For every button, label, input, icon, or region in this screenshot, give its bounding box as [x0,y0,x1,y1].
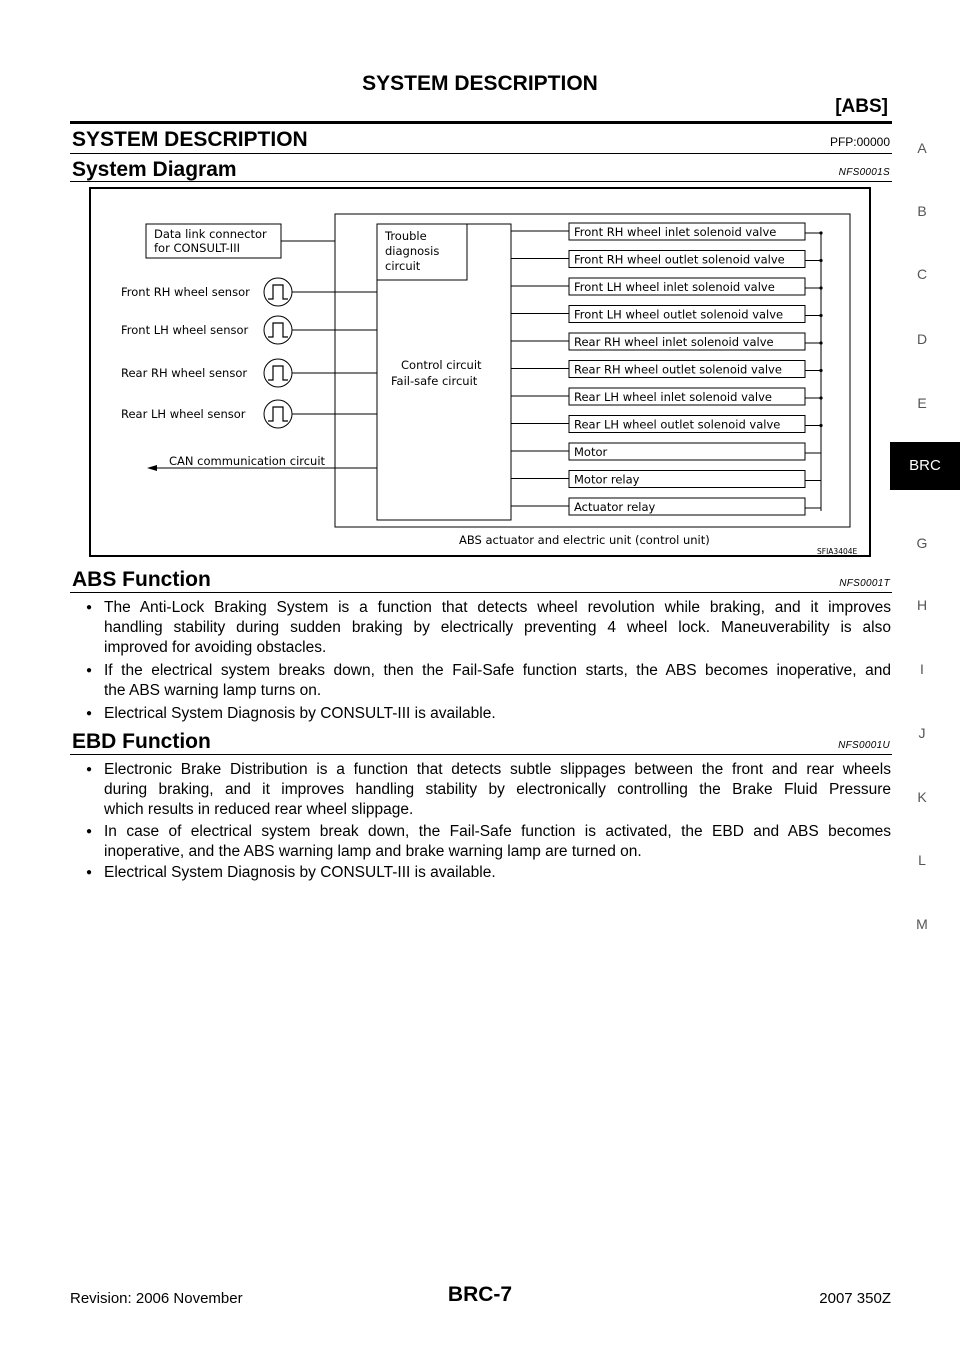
section-tab[interactable]: I [920,661,924,677]
can-circuit-arrow [147,465,157,471]
abs-bullet-3-marker: ● [86,708,93,719]
ebd-bullet-1 [104,760,891,820]
diagram-heading-rule [70,181,892,182]
system-diagram [89,187,871,557]
ebd-bullet-2-marker: ● [86,826,93,837]
wheel-sensor-pulse [268,407,288,421]
trouble-diagnosis-line1: Trouble [385,229,427,243]
output-bus-junction [819,369,822,372]
footer-revision: Revision: 2006 November [70,1290,243,1307]
ebd-bullet-1-line-3: which results in reduced rear wheel slippage. [104,801,414,818]
section-tab[interactable]: G [916,535,928,551]
output-bus-junction [819,424,822,427]
wheel-sensor-label: Rear RH wheel sensor [121,366,248,380]
abs-bullet-1-line-2: handling stability during sudden braking by electrically preventing 4 wheel lock. Maneuverability is also [104,619,891,636]
section-tab[interactable]: A [917,140,927,156]
ebd-bullet-3 [104,863,891,883]
abs-bullet-1 [104,598,891,658]
ebd-bullet-2-line-1: In case of electrical system break down, the Fail-Safe function is activated, the EBD and ABS becomes [104,823,891,840]
ebd-bullet-1-line-1: Electronic Brake Distribution is a function that detects subtle slippages between the front and rear wheels [104,761,891,778]
output-label: Rear RH wheel inlet solenoid valve [574,335,774,349]
wheel-sensor-pulse [268,285,288,299]
ebd-bullet-1-line-2: during braking, and it improves handling stability by electronically controlling the Brake Fluid Pressure [104,781,891,798]
section-tab[interactable]: H [916,597,928,613]
wheel-sensor-pulse [268,366,288,380]
output-label: Motor relay [574,472,640,487]
section-code: PFP:00000 [829,135,890,149]
section-index [892,140,960,940]
section-tab[interactable]: L [918,852,926,868]
page-header-title: SYSTEM DESCRIPTION [362,72,598,95]
output-label: Front LH wheel inlet solenoid valve [574,280,775,294]
output-label: Motor [574,445,608,459]
abs-bullet-3 [104,704,891,724]
abs-bullet-1-line-3: improved for avoiding obstacles. [104,639,327,656]
abs-bullet-3-line-1: Electrical System Diagnosis by CONSULT-III is available. [104,705,496,722]
header-rule [70,121,892,124]
output-label: Front RH wheel inlet solenoid valve [574,225,777,239]
section-tab[interactable]: M [916,916,928,932]
output-bus-junction [819,341,822,344]
abs-bullet-2-marker: ● [86,665,93,676]
output-bus-junction [819,286,822,289]
output-bus-junction [819,396,822,399]
wheel-sensor-icon [264,316,292,344]
control-circuit-line2: Fail-safe circuit [391,374,478,388]
data-link-connector-line1: Data link connector [154,227,267,241]
abs-heading-rule [70,592,892,593]
wheel-sensor-icon [264,400,292,428]
output-label: Actuator relay [574,500,656,514]
wheel-sensor-label: Rear LH wheel sensor [121,407,246,421]
wheel-sensor-icon [264,359,292,387]
footer-page-number: BRC-7 [447,1283,513,1306]
ebd-heading: EBD Function [72,730,211,753]
abs-bullet-1-line-1: The Anti-Lock Braking System is a function that detects wheel revolution while braking, and it improves [104,599,891,616]
output-bus-junction [819,259,822,262]
abs-code: NFS0001T [839,578,890,589]
ebd-bullet-3-line-1: Electrical System Diagnosis by CONSULT-III is available. [104,864,496,881]
section-rule [70,153,892,154]
trouble-diagnosis-line3: circuit [385,259,421,273]
section-tab[interactable]: E [917,395,927,411]
ebd-bullet-1-marker: ● [86,764,93,775]
ebd-bullet-2 [104,822,891,862]
wheel-sensor-pulse [268,323,288,337]
wheel-sensor-label: Front RH wheel sensor [121,285,250,299]
ebd-bullet-3-marker: ● [86,867,93,878]
section-tab[interactable]: J [918,725,926,741]
output-label: Rear LH wheel inlet solenoid valve [574,390,773,404]
abs-bullet-2-line-1: If the electrical system breaks down, then the Fail-Safe function starts, the ABS becomes inoperative, and [104,662,891,679]
diagram-code: NFS0001S [838,167,890,178]
output-label: Front RH wheel outlet solenoid valve [574,252,785,267]
outputs-group [511,223,823,515]
output-label: Rear RH wheel outlet solenoid valve [574,362,782,377]
footer-model: 2007 350Z [819,1290,891,1307]
figure-id: SFIA3404E [817,547,858,556]
output-bus-junction [819,231,822,234]
section-tab[interactable]: K [917,789,927,805]
section-tab-active[interactable]: BRC [890,442,960,490]
system-diagram-svg [91,189,873,559]
sensors-group [121,278,377,428]
trouble-diagnosis-line2: diagnosis [385,244,440,258]
can-circuit-label: CAN communication circuit [169,454,326,468]
abs-bullet-2 [104,661,891,701]
abs-bullet-1-marker: ● [86,602,93,613]
abs-heading: ABS Function [72,568,211,591]
abs-unit-label: ABS actuator and electric unit (control unit) [459,533,710,547]
section-tab[interactable]: D [916,331,928,347]
diagram-heading: System Diagram [72,158,237,181]
ebd-code: NFS0001U [838,740,890,751]
section-title: SYSTEM DESCRIPTION [72,128,308,151]
output-label: Front LH wheel outlet solenoid valve [574,307,784,322]
page-header-subtitle: [ABS] [835,96,888,117]
output-label: Rear LH wheel outlet solenoid valve [574,417,781,432]
section-tab[interactable]: C [916,266,928,282]
control-circuit-line1: Control circuit [401,358,482,372]
wheel-sensor-label: Front LH wheel sensor [121,323,249,337]
output-bus-junction [819,314,822,317]
abs-bullet-2-line-2: the ABS warning lamp turns on. [104,682,322,699]
section-tab[interactable]: B [917,203,927,219]
data-link-connector-line2: for CONSULT-III [154,241,240,255]
ebd-heading-rule [70,754,892,755]
ebd-bullet-2-line-2: inoperative, and the ABS warning lamp and brake warning lamp are turned on. [104,843,642,860]
wheel-sensor-icon [264,278,292,306]
